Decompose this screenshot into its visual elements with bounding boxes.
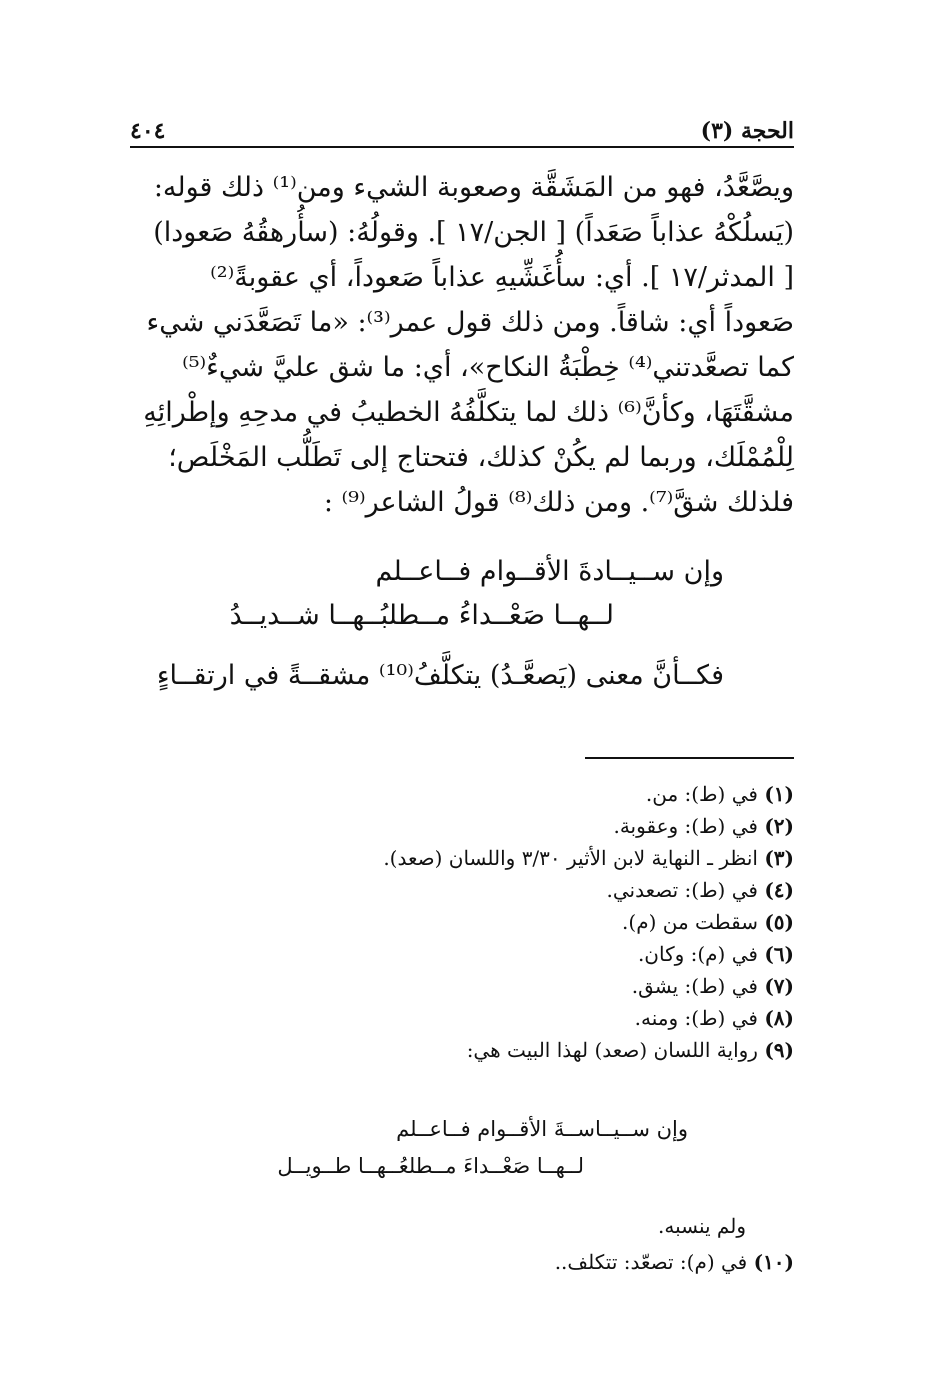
- verse-line-1: وإن ســيــادةَ الأقــوام فــاعــلم: [375, 556, 724, 587]
- footnote-number: (٧): [764, 974, 794, 998]
- footnote-6: [130, 938, 794, 970]
- footnote-text: في (م): وكان.: [637, 942, 758, 966]
- footnote-1: [130, 778, 794, 810]
- footnote-number: (١٠): [753, 1250, 794, 1274]
- body-line-2: (يَسلُكْهُ عذاباً صَعَداً) [ الجن/١٧ ]. وقولُهُ: (سأُرهقُهُ صَعودا): [153, 217, 794, 248]
- body-line-1: ويصَّعَّدُ، فهو من المَشَقَّة وصعوبة الشيء ومن⁽¹⁾ ذلك قوله:: [153, 172, 794, 203]
- footnote-text: في (ط): يشق.: [631, 974, 758, 998]
- footnote-4: [130, 874, 794, 906]
- body-line-3: [ المدثر/١٧ ]. أي: سأُغَشِّيهِ عذاباً صَعوداً، أي عقوبةً⁽²⁾: [210, 262, 794, 293]
- body-line-5: كما تصعَّدتني⁽⁴⁾ خِطْبَةُ النكاح»، أي: ما شق عليَّ شيءٌ⁽⁵⁾: [182, 352, 794, 383]
- footnote-number: (٣): [764, 846, 794, 870]
- footnote-rule: [585, 757, 794, 759]
- footnote-number: (٢): [764, 814, 794, 838]
- footnote-2: [130, 810, 794, 842]
- footnote-number: (١): [764, 782, 794, 806]
- header-rule: [130, 146, 794, 148]
- footnote-text: رواية اللسان (صعد) لهذا البيت هي:: [466, 1038, 758, 1062]
- body-line-8: فلذلك شقَّ⁽⁷⁾. ومن ذلك⁽⁸⁾ قولُ الشاعر⁽⁹⁾ :: [323, 487, 794, 518]
- footnote-7: [130, 970, 794, 1002]
- footnote-text: انظر ـ النهاية لابن الأثير ٣/٣٠ واللسان (صعد).: [383, 846, 758, 870]
- footnote-text: في (ط): ومنه.: [634, 1006, 758, 1030]
- footnote-verse-line-1: وإن ســيــاســةَ الأقــوام فــاعــلم: [396, 1117, 688, 1141]
- footnote-9: [130, 1034, 794, 1066]
- footnote-text: في (ط): تصعدني.: [606, 878, 758, 902]
- footnote-number: (٦): [764, 942, 794, 966]
- footnote-3: [130, 842, 794, 874]
- footnotes: [130, 778, 794, 1066]
- footnote-verse-line-2: لــهــا صَعْــداءَ مــطلعُــهــا طــويــل: [277, 1154, 584, 1178]
- footnote-text: في (ط): من.: [645, 782, 758, 806]
- footnote-number: (٥): [764, 910, 794, 934]
- body-line-6: مشقَّتَهَا، وكأنَّ⁽⁶⁾ ذلك لما يتكلَّفُهُ الخطيبُ في مدحِهِ وإطْرائِهِ: [143, 397, 794, 428]
- main-text: [130, 165, 794, 525]
- running-title: الحجة (٣): [700, 118, 794, 144]
- body-line-7: لِلْمُمْلَك، وربما لم يكُنْ كذلك، فتحتاج إلى تَطَلُّب المَخْلَص؛: [168, 442, 794, 473]
- footnote-number: (٤): [764, 878, 794, 902]
- continuation-line: فكــأنَّ معنى (يَصعَّـدُ) يتكلَّفُ⁽¹⁰⁾ مشقــةً في ارتقــاءٍ: [156, 660, 724, 691]
- footnote-9-continuation: ولم ينسبه.: [658, 1214, 746, 1238]
- footnote-5: [130, 906, 794, 938]
- footnote-text: سقطت من (م).: [622, 910, 758, 934]
- page-header: [130, 108, 794, 144]
- footnote-10: [130, 1244, 794, 1280]
- footnote-number: (٩): [764, 1038, 794, 1062]
- footnote-tail: [130, 1208, 794, 1280]
- verse-line-2: لــهــا صَعْــداءُ مــطلبُــهــا شــديــدُ: [229, 600, 614, 631]
- page-number: ٤٠٤: [130, 118, 166, 144]
- body-line-4: صَعوداً أي: شاقاً. ومن ذلك قول عمر⁽³⁾: «ما تَصَعَّدَني شيء: [146, 307, 794, 338]
- footnote-number: (٨): [764, 1006, 794, 1030]
- footnote-8: [130, 1002, 794, 1034]
- footnote-text: في (م): تصعّد: تتكلف..: [554, 1250, 748, 1274]
- footnote-text: في (ط): وعقوبة.: [613, 814, 758, 838]
